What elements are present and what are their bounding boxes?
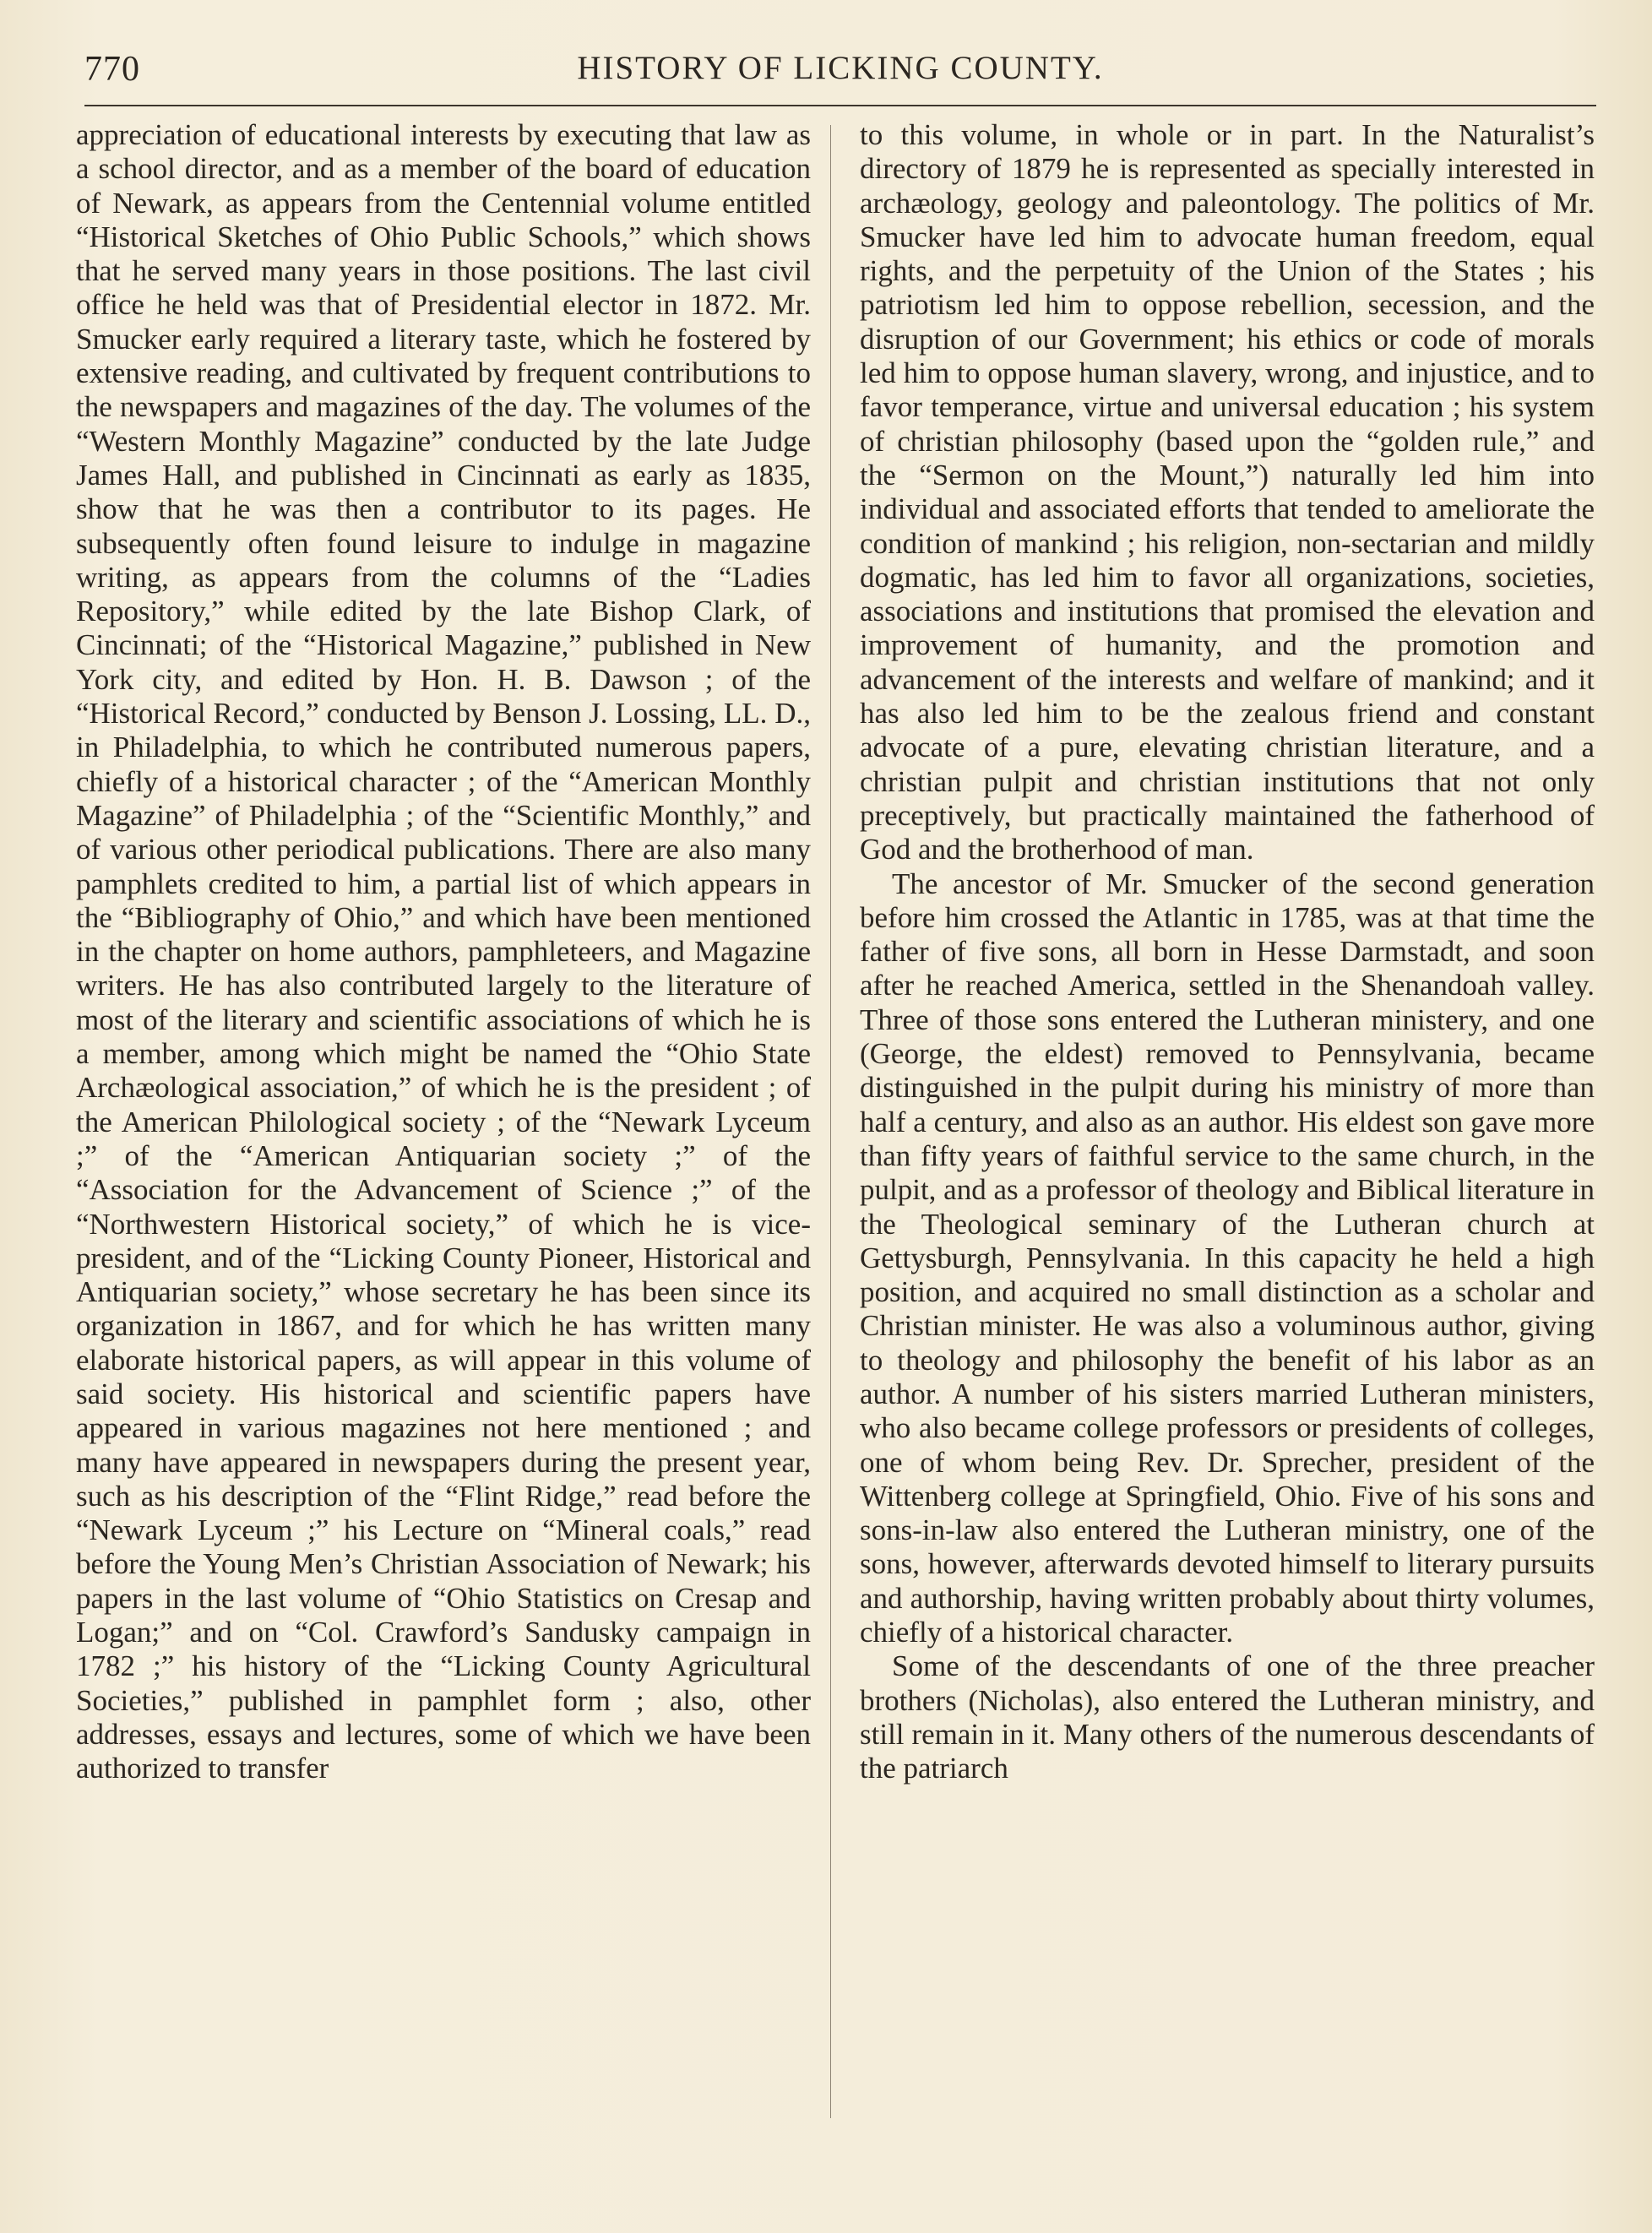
left-paragraph-1: appreciation of educational interests by executing that law as a school director, and as a member of the board of education of Newark, as appears from the Centennial volume entitled “Historical Sketches of Ohio Public Schools,” which shows that he served many years in those positions. The last civil office he held was that of Presidential elector in 1872. Mr. Smucker early required a literary taste, which he fostered by extensive reading, and cultivated by frequent contributions to the newspapers and magazines of the day. The volumes of the “Western Monthly Magazine” conducted by the late Judge James Hall, and published in Cincinnati as early as 1835, show that he was then a contributor to its pages. He subsequently often found leisure to indulge in magazine writing, as appears from the columns of the “Ladies Repository,” while edited by the late Bishop Clark, of Cincinnati; of the “Historical Magazine,” published in New York city, and edited by Hon. H. B. Dawson ; of the “Historical Record,” conducted by Benson J. Lossing, LL. D., in Philadelphia, to which he contributed numerous papers, chiefly of a historical character ; of the “American Monthly Magazine” of Philadelphia ; of the “Scientific Monthly,” and of various other periodical publications. There are also many pamphlets credited to him, a partial list of which appears in the “Bibliography of Ohio,” and which have been mentioned in the chapter on home authors, pamphleteers, and Magazine writers. He has also contributed largely to the literature of most of the literary and scientific associations of which he is a member, among which might be named the “Ohio State Archæological association,” of which he is the president ; of the American Philological society ; of the “Newark Lyceum ;” of the “American Antiquarian society ;” of the “Association for the Advancement of Science ;” of the “Northwestern Historical society,” of which he is vice-president, and of the “Licking County Pioneer, Historical and Antiquarian society,” whose secretary he has been since its organization in 1867, and for which he has written many elaborate historical papers, as will appear in this volume of said society. His historical and scientific papers have appeared in various magazines not here mentioned ; and many have appeared in newspapers during the present year, such as his description of the “Flint Ridge,” read before the “Newark Lyceum ;” his Lecture on “Mineral coals,” read before the Young Men’s Christian Association of Newark; his papers in the last volume of “Ohio Statistics on Cresap and Logan;” and on “Col. Crawford’s Sandusky campaign in 1782 ;” his history of the “Licking County Agricultural Societies,” published in pamphlet form ; also, other addresses, essays and lectures, some of which we have been authorized to transfer <box>76 118 811 1785</box>
right-column <box>860 118 1595 1786</box>
header-rule <box>84 105 1596 106</box>
column-divider <box>830 125 831 2118</box>
page-number: 770 <box>84 50 140 89</box>
right-paragraph-1: to this volume, in whole or in part. In the Naturalist’s directory of 1879 he is represented as specially interested in archæology, geology and paleontology. The politics of Mr. Smucker have led him to advocate human freedom, equal rights, and the perpetuity of the Union of the States ; his patriotism led him to oppose rebellion, secession, and the disruption of our Government; his ethics or code of morals led him to oppose human slavery, wrong, and injustice, and to favor temperance, virtue and universal education ; his system of christian philosophy (based upon the “golden rule,” and the “Sermon on the Mount,”) naturally led him into individual and associated efforts that tended to ameliorate the condition of mankind ; his religion, non-sectarian and mildly dogmatic, has led him to favor all organizations, societies, associations and institutions that promised the elevation and improvement of humanity, and the promotion and advancement of the interests and welfare of mankind; and it has also led him to be the zealous friend and constant advocate of a pure, elevating christian literature, and a christian pulpit and christian institutions that not only preceptively, but practically maintained the fatherhood of God and the brotherhood of man. <box>860 118 1595 867</box>
running-title: HISTORY OF LICKING COUNTY. <box>577 50 1104 86</box>
left-column <box>76 118 811 1786</box>
right-paragraph-3: Some of the descendants of one of the three preacher brothers (Nicholas), also entered the Lutheran ministry, and still remain in it. Many others of the numerous descendants of the patriarch <box>860 1649 1595 1785</box>
right-paragraph-2: The ancestor of Mr. Smucker of the second generation before him crossed the Atlantic in 1785, was at that time the father of five sons, all born in Hesse Darmstadt, and soon after he reached America, settled in the Shenandoah valley. Three of those sons entered the Lutheran ministery, and one (George, the eldest) removed to Pennsylvania, became distinguished in the pulpit during his ministry of more than half a century, and also as an author. His eldest son gave more than fifty years of faithful service to the same church, in the pulpit, and as a professor of theology and Biblical literature in the Theological seminary of the Lutheran church at Gettysburgh, Pennsylvania. In this capacity he held a high position, and acquired no small distinction as a scholar and Christian minister. He was also a voluminous author, giving to theology and philosophy the benefit of his labor as an author. A number of his sisters married Lutheran ministers, who also became college professors or presidents of colleges, one of whom being Rev. Dr. Sprecher, president of the Wittenberg college at Springfield, Ohio. Five of his sons and sons-in-law also entered the Lutheran ministry, one of the sons, however, afterwards devoted himself to literary pursuits and authorship, having written probably about thirty volumes, chiefly of a historical character. <box>860 867 1595 1649</box>
page-header <box>84 49 1596 100</box>
